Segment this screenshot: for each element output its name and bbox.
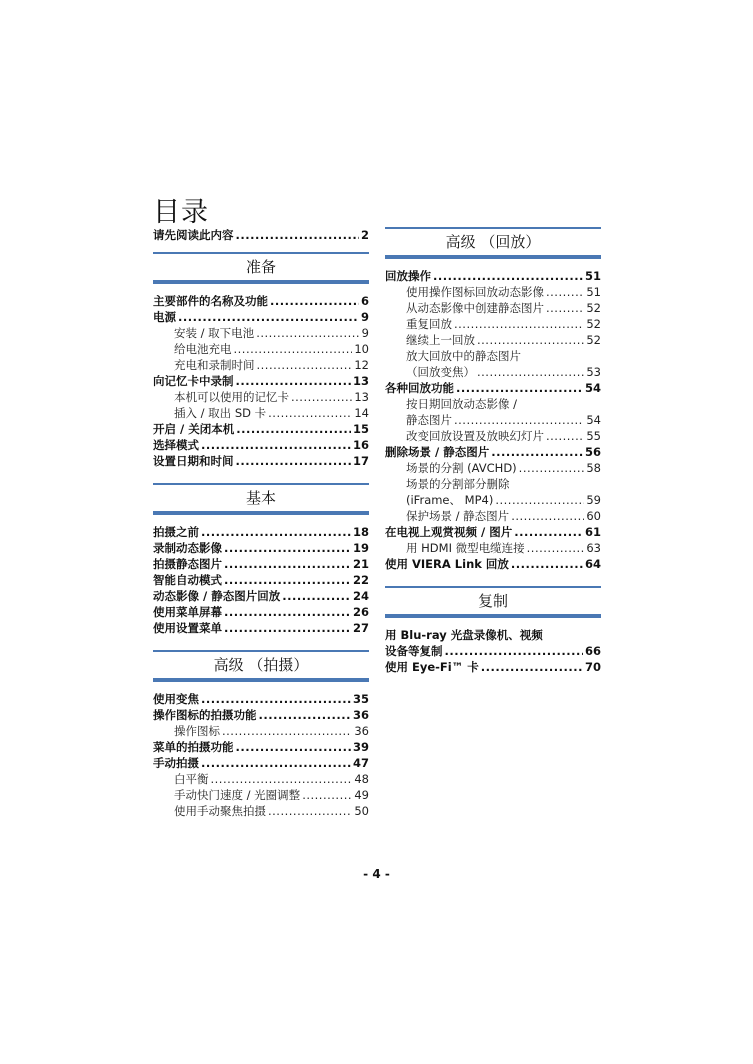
toc-leader-dots — [224, 604, 351, 620]
toc-entry-text: 使用手动聚焦拍摄 — [174, 804, 266, 818]
toc-entry-text: 设备等复制 — [385, 644, 443, 658]
toc-entry[interactable] — [153, 421, 369, 437]
toc-leader-dots — [454, 316, 584, 332]
toc-subentry[interactable] — [153, 771, 369, 787]
toc-leader-dots — [211, 771, 353, 787]
toc-entry-text: 保护场景 / 静态图片 — [406, 509, 510, 523]
toc-entry[interactable] — [385, 659, 601, 675]
toc-entry-page: 52 — [586, 301, 601, 315]
toc-right-column — [385, 227, 601, 675]
toc-leader-dots — [477, 332, 584, 348]
toc-left-column — [153, 227, 369, 819]
toc-subentry[interactable] — [385, 428, 601, 444]
toc-leader-dots — [519, 460, 585, 476]
toc-subentry[interactable] — [153, 405, 369, 421]
toc-leader-dots — [224, 572, 351, 588]
toc-leader-dots — [514, 524, 583, 540]
section-heading: 高级 （回放） — [385, 227, 601, 259]
toc-entry-page: 13 — [354, 390, 369, 404]
toc-entry-page: 60 — [586, 509, 601, 523]
toc-entry-page: 35 — [352, 692, 369, 706]
toc-entry-text: 使用 VIERA Link 回放 — [385, 557, 509, 571]
toc-leader-dots — [236, 453, 351, 469]
toc-entry-text: 给电池充电 — [174, 342, 232, 356]
toc-entry-page: 64 — [584, 557, 601, 571]
toc-entry-text: 拍摄之前 — [153, 525, 199, 539]
toc-leader-dots — [236, 373, 351, 389]
toc-entry-text: 改变回放设置及放映幻灯片 — [406, 429, 544, 443]
toc-entry-page: 51 — [586, 285, 601, 299]
toc-entry-page: 70 — [584, 660, 601, 674]
toc-entry[interactable] — [153, 309, 369, 325]
toc-entry-text: 请先阅读此内容 — [153, 228, 234, 242]
toc-entry-text: 使用 Eye-Fi™ 卡 — [385, 660, 479, 674]
toc-entry-page: 18 — [352, 525, 369, 539]
toc-subentry[interactable] — [385, 460, 601, 476]
toc-entry-page: 15 — [352, 422, 369, 436]
toc-entry-text: 静态图片 — [406, 413, 452, 427]
toc-entry-text: 选择模式 — [153, 438, 199, 452]
toc-leader-dots — [234, 341, 353, 357]
toc-entry-text: (iFrame、 MP4) — [406, 493, 494, 507]
toc-entry-page: 55 — [586, 429, 601, 443]
toc-leader-dots — [481, 659, 583, 675]
toc-leader-dots — [201, 755, 351, 771]
toc-entry-text: 删除场景 / 静态图片 — [385, 445, 490, 459]
toc-leader-dots — [495, 492, 584, 508]
toc-entry-text: 动态影像 / 静态图片回放 — [153, 589, 281, 603]
toc-entry[interactable] — [385, 556, 601, 572]
toc-entry[interactable] — [385, 643, 601, 659]
toc-entry-text: 设置日期和时间 — [153, 454, 234, 468]
toc-subentry[interactable] — [385, 412, 601, 428]
toc-entry[interactable] — [153, 691, 369, 707]
toc-entry-text: 手动快门速度 / 光圈调整 — [174, 788, 301, 802]
toc-entry-text: 拍摄静态图片 — [153, 557, 222, 571]
toc-entry-page: 59 — [586, 493, 601, 507]
toc-subentry[interactable] — [153, 723, 369, 739]
section-heading: 准备 — [153, 252, 369, 284]
toc-leader-dots — [224, 620, 351, 636]
toc-entry-page: 12 — [354, 358, 369, 372]
toc-subentry[interactable] — [385, 364, 601, 380]
toc-entry[interactable] — [385, 524, 601, 540]
toc-leader-dots — [527, 540, 585, 556]
toc-leader-dots — [222, 723, 352, 739]
toc-entry-page: 66 — [584, 644, 601, 658]
toc-subentry[interactable] — [153, 389, 369, 405]
toc-entry-page: 54 — [586, 413, 601, 427]
toc-leader-dots — [201, 437, 351, 453]
toc-entry[interactable] — [153, 588, 369, 604]
section-heading: 高级 （拍摄） — [153, 650, 369, 682]
toc-leader-dots — [224, 556, 351, 572]
toc-entry-page: 9 — [360, 310, 369, 324]
toc-entry-text: 白平衡 — [174, 772, 209, 786]
toc-subentry[interactable] — [153, 341, 369, 357]
toc-entry-page: 52 — [586, 317, 601, 331]
toc-subentry[interactable] — [153, 787, 369, 803]
toc-leader-dots — [282, 588, 351, 604]
toc-leader-dots — [201, 524, 351, 540]
toc-entry[interactable] — [153, 227, 369, 243]
toc-leader-dots — [302, 787, 352, 803]
toc-leader-dots — [236, 739, 351, 755]
toc-subentry[interactable] — [153, 803, 369, 819]
toc-entry-page: 36 — [354, 724, 369, 738]
toc-entry-page: 58 — [586, 461, 601, 475]
toc-entry[interactable] — [153, 707, 369, 723]
toc-entry-text: 操作图标 — [174, 724, 220, 738]
toc-entry[interactable] — [153, 373, 369, 389]
toc-entry[interactable] — [153, 293, 369, 309]
toc-entry-page: 24 — [352, 589, 369, 603]
toc-entry-text: 操作图标的拍摄功能 — [153, 708, 257, 722]
toc-entry-page: 53 — [586, 365, 601, 379]
toc-entry[interactable] — [153, 572, 369, 588]
toc-entry-page: 51 — [584, 269, 601, 283]
toc-subentry-line[interactable]: 场景的分割部分删除 — [406, 477, 510, 491]
toc-leader-dots — [201, 691, 351, 707]
toc-leader-dots — [224, 540, 351, 556]
toc-leader-dots — [491, 444, 583, 460]
toc-entry[interactable] — [385, 444, 601, 460]
toc-leader-dots — [270, 293, 359, 309]
toc-leader-dots — [257, 357, 353, 373]
toc-subentry[interactable] — [385, 492, 601, 508]
toc-entry-text: 智能自动模式 — [153, 573, 222, 587]
toc-entry-page: 14 — [354, 406, 369, 420]
toc-entry-text: 本机可以使用的记忆卡 — [174, 390, 289, 404]
toc-entry-text: 使用变焦 — [153, 692, 199, 706]
toc-entry-text: 菜单的拍摄功能 — [153, 740, 234, 754]
toc-entry-page: 27 — [352, 621, 369, 635]
toc-entry-text: 手动拍摄 — [153, 756, 199, 770]
page-number: - 4 - — [363, 867, 390, 881]
toc-leader-dots — [546, 428, 584, 444]
toc-subentry-line[interactable]: 放大回放中的静态图片 — [406, 349, 521, 363]
toc-leader-dots — [236, 421, 351, 437]
toc-entry-page: 39 — [352, 740, 369, 754]
toc-subentry[interactable] — [385, 284, 601, 300]
toc-leader-dots — [511, 508, 584, 524]
toc-entry-text: 继续上一回放 — [406, 333, 475, 347]
toc-subentry[interactable] — [153, 325, 369, 341]
toc-entry-text: 重复回放 — [406, 317, 452, 331]
toc-entry-page: 19 — [352, 541, 369, 555]
section-heading: 基本 — [153, 483, 369, 515]
toc-leader-dots — [456, 380, 583, 396]
toc-entry-page: 21 — [352, 557, 369, 571]
toc-entry-page: 10 — [354, 342, 369, 356]
toc-entry[interactable] — [153, 540, 369, 556]
toc-entry-page: 6 — [360, 294, 369, 308]
toc-entry-page: 9 — [361, 326, 369, 340]
toc-entry[interactable] — [153, 755, 369, 771]
toc-entry-page: 50 — [354, 804, 369, 818]
toc-leader-dots — [511, 556, 583, 572]
toc-entry-text: 使用菜单屏幕 — [153, 605, 222, 619]
toc-leader-dots — [256, 325, 359, 341]
toc-leader-dots — [546, 300, 584, 316]
toc-leader-dots — [291, 389, 352, 405]
toc-subentry[interactable] — [385, 332, 601, 348]
toc-leader-dots — [178, 309, 359, 325]
toc-entry-text: 回放操作 — [385, 269, 431, 283]
toc-entry-text: 使用操作图标回放动态影像 — [406, 285, 544, 299]
toc-entry-text: 场景的分割 (AVCHD) — [406, 461, 517, 475]
toc-leader-dots — [236, 227, 359, 243]
section-heading: 复制 — [385, 586, 601, 618]
toc-entry[interactable] — [153, 524, 369, 540]
toc-entry-text: 电源 — [153, 310, 176, 324]
toc-entry[interactable] — [385, 380, 601, 396]
toc-leader-dots — [445, 643, 583, 659]
toc-entry[interactable] — [153, 739, 369, 755]
toc-entry-page: 17 — [352, 454, 369, 468]
toc-leader-dots — [477, 364, 584, 380]
toc-entry-page: 61 — [584, 525, 601, 539]
toc-entry[interactable] — [153, 620, 369, 636]
toc-entry-page: 52 — [586, 333, 601, 347]
toc-entry-page: 2 — [360, 228, 369, 242]
toc-subentry-line[interactable]: 按日期回放动态影像 / — [406, 397, 518, 411]
toc-entry-text: 充电和录制时间 — [174, 358, 255, 372]
toc-entry-page: 49 — [354, 788, 369, 802]
toc-subentry[interactable] — [385, 300, 601, 316]
toc-entry-text: （回放变焦） — [406, 365, 475, 379]
toc-entry-text: 用 HDMI 微型电缆连接 — [406, 541, 525, 555]
toc-subentry[interactable] — [153, 357, 369, 373]
toc-leader-dots — [268, 803, 352, 819]
page-title: 目录 — [153, 197, 209, 228]
toc-entry-page: 56 — [584, 445, 601, 459]
toc-subentry[interactable] — [385, 316, 601, 332]
toc-entry[interactable] — [153, 437, 369, 453]
toc-entry-page: 63 — [586, 541, 601, 555]
toc-entry[interactable] — [153, 604, 369, 620]
toc-entry-text: 插入 / 取出 SD 卡 — [174, 406, 267, 420]
toc-entry-page: 36 — [352, 708, 369, 722]
toc-entry-page: 13 — [352, 374, 369, 388]
toc-right-sections — [385, 227, 601, 675]
toc-leader-dots — [259, 707, 351, 723]
toc-entry-text: 录制动态影像 — [153, 541, 222, 555]
toc-leader-dots — [433, 268, 583, 284]
toc-entry-page: 22 — [352, 573, 369, 587]
toc-entry[interactable] — [153, 453, 369, 469]
toc-entry-page: 48 — [354, 772, 369, 786]
toc-left-sections — [153, 252, 369, 819]
toc-entry-text: 主要部件的名称及功能 — [153, 294, 268, 308]
toc-entry-text: 在电视上观赏视频 / 图片 — [385, 525, 513, 539]
toc-entry-page: 16 — [352, 438, 369, 452]
toc-entry-page: 26 — [352, 605, 369, 619]
toc-entry-text: 安装 / 取下电池 — [174, 326, 255, 340]
toc-leader-dots — [268, 405, 352, 421]
toc-leader-dots — [454, 412, 584, 428]
toc-entry-text: 使用设置菜单 — [153, 621, 222, 635]
toc-entry-text: 各种回放功能 — [385, 381, 454, 395]
toc-entry-page: 54 — [584, 381, 601, 395]
toc-entry-text: 开启 / 关闭本机 — [153, 422, 235, 436]
toc-entry[interactable] — [153, 556, 369, 572]
toc-entry-text: 向记忆卡中录制 — [153, 374, 234, 388]
toc-subentry[interactable] — [385, 540, 601, 556]
toc-subentry[interactable] — [385, 508, 601, 524]
toc-entry-line[interactable]: 用 Blu-ray 光盘录像机、视频 — [385, 628, 543, 642]
toc-entry-text: 从动态影像中创建静态图片 — [406, 301, 544, 315]
toc-entry-page: 47 — [352, 756, 369, 770]
toc-entry[interactable] — [385, 268, 601, 284]
toc-leader-dots — [546, 284, 584, 300]
